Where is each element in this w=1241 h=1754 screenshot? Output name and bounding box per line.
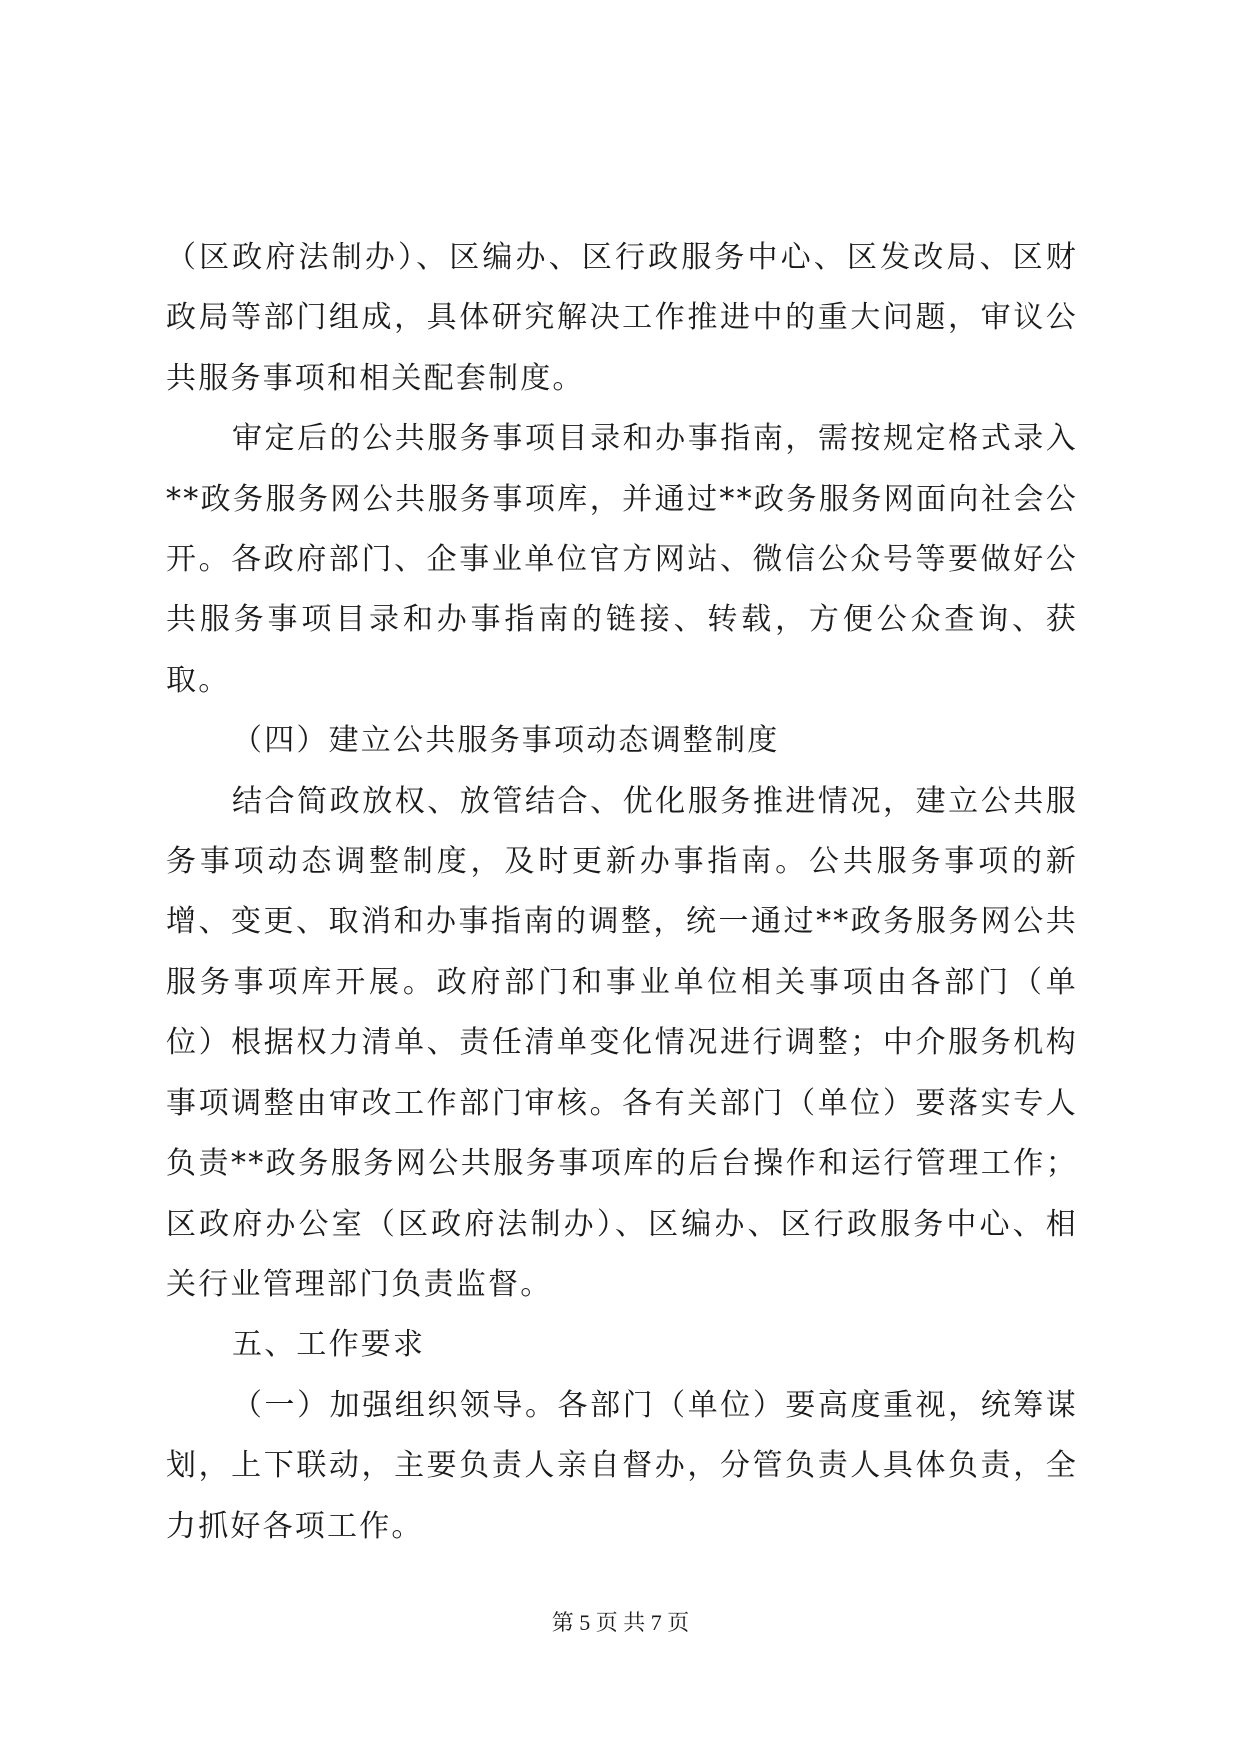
- section-heading: （四）建立公共服务事项动态调整制度: [232, 723, 780, 759]
- paragraph: 结合简政放权、放管结合、优化服务推进情况，建立公共服务事项动态调整制度，及时更新办事指南。公共服务事项的新增、变更、取消和办事指南的调整，统一通过**政务服务网公共服务事项库开展。政府部门和事业单位相关事项由各部门（单位）根据权力清单、责任清单变化情况进行调整；中介服务机构事项调整由审改工作部门审核。各有关部门（单位）要落实专人负责**政务服务网公共服务事项库的后台操作和运行管理工作；区政府办公室（区政府法制办）、区编办、区行政服务中心、相关行业管理部门负责监督。: [166, 783, 1078, 1302]
- section-heading: 五、工作要求: [232, 1327, 426, 1363]
- page-number-footer: 第 5 页 共 7 页: [551, 1610, 690, 1635]
- paragraph: 审定后的公共服务事项目录和办事指南，需按规定格式录入**政务服务网公共服务事项库，并通过**政务服务网面向社会公开。各政府部门、企事业单位官方网站、微信公众号等要做好公共服务事项目录和办事指南的链接、转载，方便公众查询、获取。: [166, 421, 1078, 698]
- document-body: [166, 228, 1078, 1557]
- paragraph: （一）加强组织领导。各部门（单位）要高度重视，统筹谋划，上下联动，主要负责人亲自督办，分管负责人具体负责，全力抓好各项工作。: [166, 1387, 1078, 1544]
- paragraph: （区政府法制办）、区编办、区行政服务中心、区发改局、区财政局等部门组成，具体研究解决工作推进中的重大问题，审议公共服务事项和相关配套制度。: [166, 240, 1078, 396]
